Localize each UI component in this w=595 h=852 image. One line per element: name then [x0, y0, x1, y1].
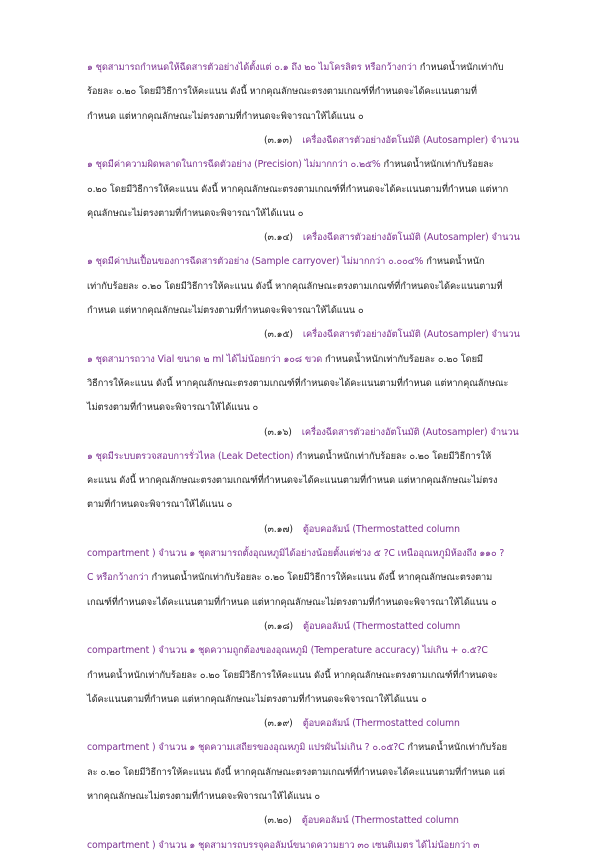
section-heading — [264, 815, 459, 827]
scoring-text: กำหนด แต่หากคุณลักษณะไม่ตรงตามที่กำหนดจะพิจารณาให้ได้แนน ๐ — [87, 110, 364, 122]
body-text-line — [87, 645, 488, 657]
body-text-line — [87, 840, 479, 852]
scoring-text: กำหนดน้ำหนักเท่ากับร้อยละ ๐.๒๐ โดยมีวิธีการให้ — [296, 450, 492, 462]
scoring-text: เท่ากับร้อยละ ๐.๒๐ โดยมีวิธีการให้คะแนน ดังนี้ หากคุณลักษณะตรงตามเกณฑ์ที่กำหนดจะได้คะแนนตามที่ — [87, 280, 503, 292]
specification-text: C หรือกว้างกว่า — [87, 572, 152, 584]
section-heading — [264, 232, 520, 244]
section-heading — [264, 718, 460, 730]
specification-text: compartment ) จำนวน ๑ ชุดสามารถบรรจุคอลัมน์ขนาดความยาว ๓๐ เซนติเมตร ได้ไม่น้อยกว่า ๓ — [87, 839, 480, 851]
section-title: ตู้อบคอลัมน์ (Thermostatted column — [302, 718, 460, 730]
scoring-text: กำหนดน้ำหนักเท่ากับ — [419, 62, 504, 73]
section-heading — [264, 427, 519, 439]
scoring-text: ได้คะแนนตามที่กำหนด แต่หากคุณลักษณะไม่ตรงตามที่กำหนดจะพิจารณาให้ได้แนน ๐ — [87, 693, 427, 705]
body-text-line — [87, 548, 504, 560]
body-text-line — [87, 597, 497, 609]
specification-text: ๑ ชุดสามารถกำหนดให้ฉีดสารตัวอย่างได้ตั้งแต่ ๐.๑ ถึง ๒๐ ไมโครลิตร หรือกว้างกว่า — [87, 62, 420, 73]
scoring-text: กำหนดน้ำหนักเท่ากับร้อยละ — [383, 159, 494, 171]
body-text-line — [87, 499, 232, 511]
scoring-text: ๐.๒๐ โดยมีวิธีการให้คะแนน ดังนี้ หากคุณลักษณะตรงตามเกณฑ์ที่กำหนดจะได้คะแนนตามที่กำหนด แต่หาก — [87, 183, 509, 195]
specification-text: compartment ) จำนวน ๑ ชุดสามารถตั้งอุณหภูมิได้อย่างน้อยตั้งแต่ช่วง ๕ ?C เหนืออุณหภูมิห้องถึง ๑๑๐ ? — [87, 548, 505, 559]
body-text-line — [87, 256, 484, 268]
body-text-line — [87, 354, 483, 366]
scoring-text: ไม่ตรงตามที่กำหนดจะพิจารณาให้ได้แนน ๐ — [87, 402, 259, 414]
scoring-text: คะแนน ดังนี้ หากคุณลักษณะตรงตามเกณฑ์ที่กำหนดจะได้คะแนนตามที่กำหนด แต่หากคุณลักษณะไม่ตรง — [87, 475, 498, 487]
scoring-text: เกณฑ์ที่กำหนดจะได้คะแนนตามที่กำหนด แต่หากคุณลักษณะไม่ตรงตามที่กำหนดจะพิจารณาให้ได้แนน ๐ — [87, 596, 497, 608]
section-number: (๓.๑๔) — [264, 232, 293, 244]
body-text-line — [87, 111, 364, 123]
body-text-line — [87, 402, 258, 414]
section-number: (๓.๒๐) — [264, 815, 292, 827]
scoring-text: วิธีการให้คะแนน ดังนี้ หากคุณลักษณะตรงตามเกณฑ์ที่กำหนดจะได้คะแนนตามที่กำหนด แต่หากคุณลักษณะ — [87, 377, 509, 389]
section-title: เครื่องฉีดสารตัวอย่างอัตโนมัติ (Autosampler) จำนวน — [302, 232, 520, 244]
section-heading — [264, 524, 460, 536]
specification-text: ๑ ชุดมีค่าปนเปื้อนของการฉีดสารตัวอย่าง (Sample carryover) ไม่มากกว่า ๐.๐๐๔% — [87, 256, 427, 268]
body-text-line — [87, 572, 492, 584]
section-number: (๓.๑๕) — [264, 329, 293, 341]
body-text-line — [87, 184, 508, 196]
scoring-text: กำหนดน้ำหนัก — [426, 256, 485, 268]
scoring-text: กำหนดน้ำหนักเท่ากับร้อย — [407, 742, 507, 754]
body-text-line — [87, 670, 498, 682]
specification-text: ๑ ชุดมีค่าความผิดพลาดในการฉีดตัวอย่าง (Precision) ไม่มากกว่า ๐.๒๕% — [87, 159, 384, 171]
section-number: (๓.๑๘) — [264, 620, 294, 632]
body-text-line — [87, 767, 505, 779]
body-text-line — [87, 86, 477, 98]
scoring-text: กำหนดน้ำหนักเท่ากับร้อยละ ๐.๒๐ โดยมีวิธีการให้คะแนน ดังนี้ หากคุณลักษณะตรงตามเกณฑ์ที่กำหนดจะ — [87, 669, 498, 681]
section-title: เครื่องฉีดสารตัวอย่างอัตโนมัติ (Autosampler) จำนวน — [301, 426, 519, 438]
body-text-line — [87, 62, 504, 74]
body-text-line — [87, 475, 497, 487]
body-text-line — [87, 694, 427, 706]
scoring-text: ตามที่กำหนดจะพิจารณาให้ได้แนน ๐ — [87, 499, 233, 511]
specification-text: ๑ ชุดสามารถวาง Vial ขนาด ๒ ml ได้ไม่น้อยกว่า ๑๐๘ ขวด — [87, 353, 325, 365]
scoring-text: กำหนด แต่หากคุณลักษณะไม่ตรงตามที่กำหนดจะพิจารณาให้ได้แนน ๐ — [87, 305, 364, 316]
section-number: (๓.๑๙) — [264, 718, 293, 730]
body-text-line — [87, 742, 507, 754]
section-number: (๓.๑๓) — [264, 134, 293, 146]
section-title: ตู้อบคอลัมน์ (Thermostatted column — [301, 815, 459, 827]
body-text-line — [87, 281, 502, 293]
body-text-line — [87, 791, 320, 803]
body-text-line — [87, 451, 491, 463]
body-text-line — [87, 159, 494, 171]
section-title: เครื่องฉีดสารตัวอย่างอัตโนมัติ (Autosampler) จำนวน — [302, 134, 520, 146]
section-title: เครื่องฉีดสารตัวอย่างอัตโนมัติ (Autosampler) จำนวน — [302, 329, 520, 341]
body-text-line — [87, 378, 508, 390]
body-text-line — [87, 208, 303, 220]
section-title: ตู้อบคอลัมน์ (Thermostatted column — [302, 523, 460, 535]
section-number: (๓.๑๗) — [264, 523, 293, 535]
specification-text: ๑ ชุดมีระบบตรวจสอบการรั่วไหล (Leak Detection) — [87, 450, 297, 462]
scoring-text: ละ ๐.๒๐ โดยมีวิธีการให้คะแนน ดังนี้ หากคุณลักษณะตรงตามเกณฑ์ที่กำหนดจะได้คะแนนตามที่กำหนด แต่ — [87, 766, 505, 778]
section-title: ตู้อบคอลัมน์ (Thermostatted column — [303, 620, 461, 632]
specification-text: compartment ) จำนวน ๑ ชุดความถูกต้องของอุณหภูมิ (Temperature accuracy) ไม่เกิน + ๐.๕?C — [87, 645, 488, 657]
scoring-text: หากคุณลักษณะไม่ตรงตามที่กำหนดจะพิจารณาให้ได้แนน ๐ — [87, 791, 320, 802]
section-heading — [264, 621, 460, 633]
section-number: (๓.๑๖) — [264, 426, 292, 438]
scoring-text: กำหนดน้ำหนักเท่ากับร้อยละ ๐.๒๐ โดยมีวิธีการให้คะแนน ดังนี้ หากคุณลักษณะตรงตาม — [151, 572, 493, 584]
specification-text: compartment ) จำนวน ๑ ชุดความเสถียรของอุณหภูมิ แปรผันไม่เกิน ? ๐.๐๕?C — [87, 742, 408, 754]
scoring-text: ร้อยละ ๐.๒๐ โดยมีวิธีการให้คะแนน ดังนี้ หากคุณลักษณะตรงตามเกณฑ์ที่กำหนดจะได้คะแนนตามที่ — [87, 86, 477, 98]
scoring-text: กำหนดน้ำหนักเท่ากับร้อยละ ๐.๒๐ โดยมี — [324, 353, 483, 365]
scoring-text: คุณลักษณะไม่ตรงตามที่กำหนดจะพิจารณาให้ได้แนน ๐ — [87, 207, 304, 219]
section-heading — [264, 135, 519, 147]
body-text-line — [87, 305, 364, 317]
section-heading — [264, 329, 520, 341]
